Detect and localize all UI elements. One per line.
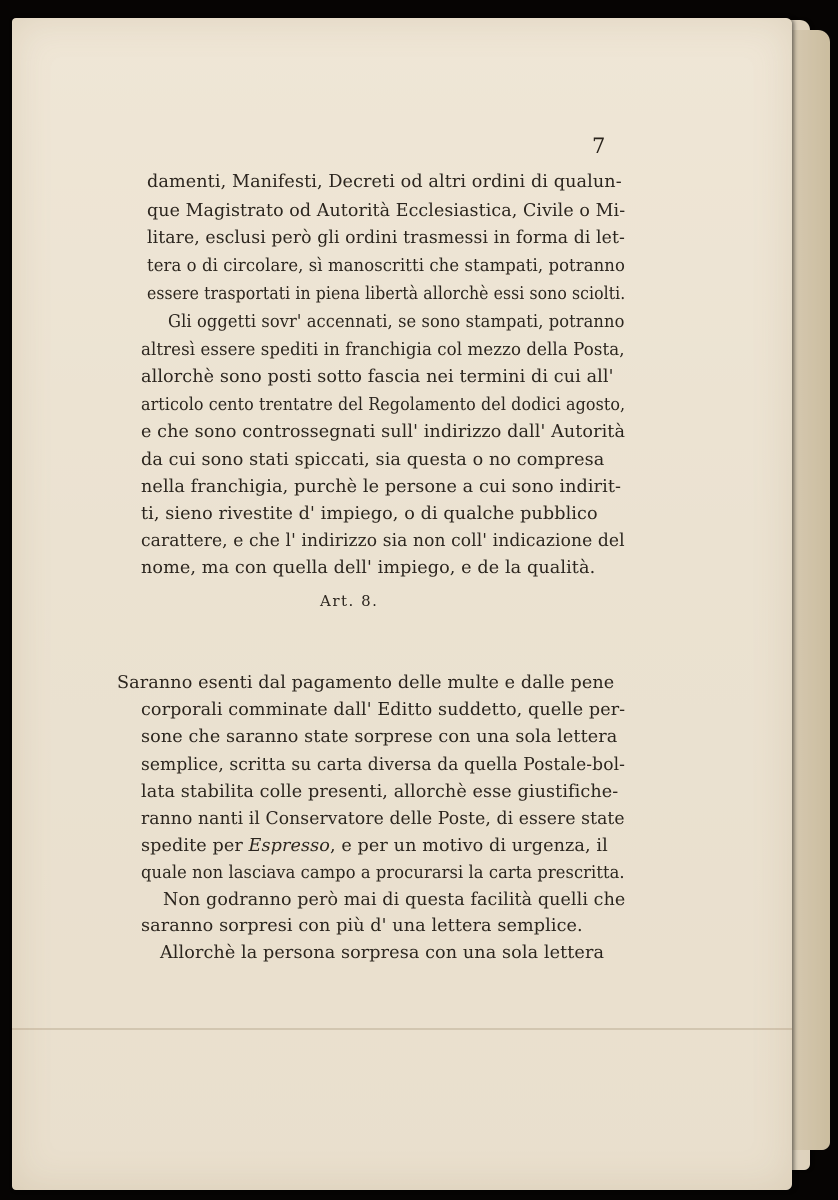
text-line: altresì essere spediti in franchigia col mezzo della Posta, xyxy=(141,340,625,360)
article-heading: Art. 8. xyxy=(320,592,379,610)
text-line: Allorchè la persona sorpresa con una sola lettera xyxy=(160,943,605,963)
text-line: carattere, e che l' indirizzo sia non coll' indicazione del xyxy=(141,531,625,551)
text-fragment: , e per un motivo di urgenza, il xyxy=(329,836,608,856)
text-line: nome, ma con quella dell' impiego, e de la qualità. xyxy=(141,558,596,578)
text-line: nella franchigia, purchè le persone a cui sono indirit- xyxy=(141,477,622,497)
text-line: lata stabilita colle presenti, allorchè esse giustifiche- xyxy=(141,782,619,802)
text-fragment: spedite per xyxy=(141,836,249,856)
text-line: da cui sono stati spiccati, sia questa o no compresa xyxy=(141,450,605,470)
italic-word: Espresso xyxy=(248,836,330,856)
text-line: sone che saranno state sorprese con una sola lettera xyxy=(141,727,618,747)
document-page xyxy=(12,18,792,1190)
text-line: tera o di circolare, sì manoscritti che stampati, potranno xyxy=(147,256,625,276)
text-line: ti, sieno rivestite d' impiego, o di qualche pubblico xyxy=(141,504,598,524)
text-line xyxy=(141,836,608,856)
text-line: Gli oggetti sovr' accennati, se sono stampati, potranno xyxy=(168,312,625,332)
text-line: e che sono controssegnati sull' indirizzo dall' Autorità xyxy=(141,422,626,442)
text-line: Non godranno però mai di questa facilità quelli che xyxy=(163,890,626,910)
text-line: que Magistrato od Autorità Ecclesiastica, Civile o Mi- xyxy=(147,201,626,221)
text-line: Saranno esenti dal pagamento delle multe e dalle pene xyxy=(117,673,615,693)
text-line: essere trasportati in piena libertà allorchè essi sono sciolti. xyxy=(147,284,626,304)
text-line: allorchè sono posti sotto fascia nei termini di cui all' xyxy=(141,367,614,387)
text-line: litare, esclusi però gli ordini trasmessi in forma di let- xyxy=(147,228,625,248)
page-fold xyxy=(12,1028,792,1030)
text-line: corporali comminate dall' Editto suddetto, quelle per- xyxy=(141,700,626,720)
text-line: saranno sorpresi con più d' una lettera semplice. xyxy=(141,916,583,936)
page-number: 7 xyxy=(592,134,606,158)
text-line: articolo cento trentatre del Regolamento del dodici agosto, xyxy=(141,395,626,415)
text-line: damenti, Manifesti, Decreti od altri ordini di qualun- xyxy=(147,172,622,192)
text-line: quale non lasciava campo a procurarsi la carta prescritta. xyxy=(141,863,625,883)
text-line: ranno nanti il Conservatore delle Poste, di essere state xyxy=(141,809,625,829)
text-line: semplice, scritta su carta diversa da quella Postale-bol- xyxy=(141,755,625,775)
